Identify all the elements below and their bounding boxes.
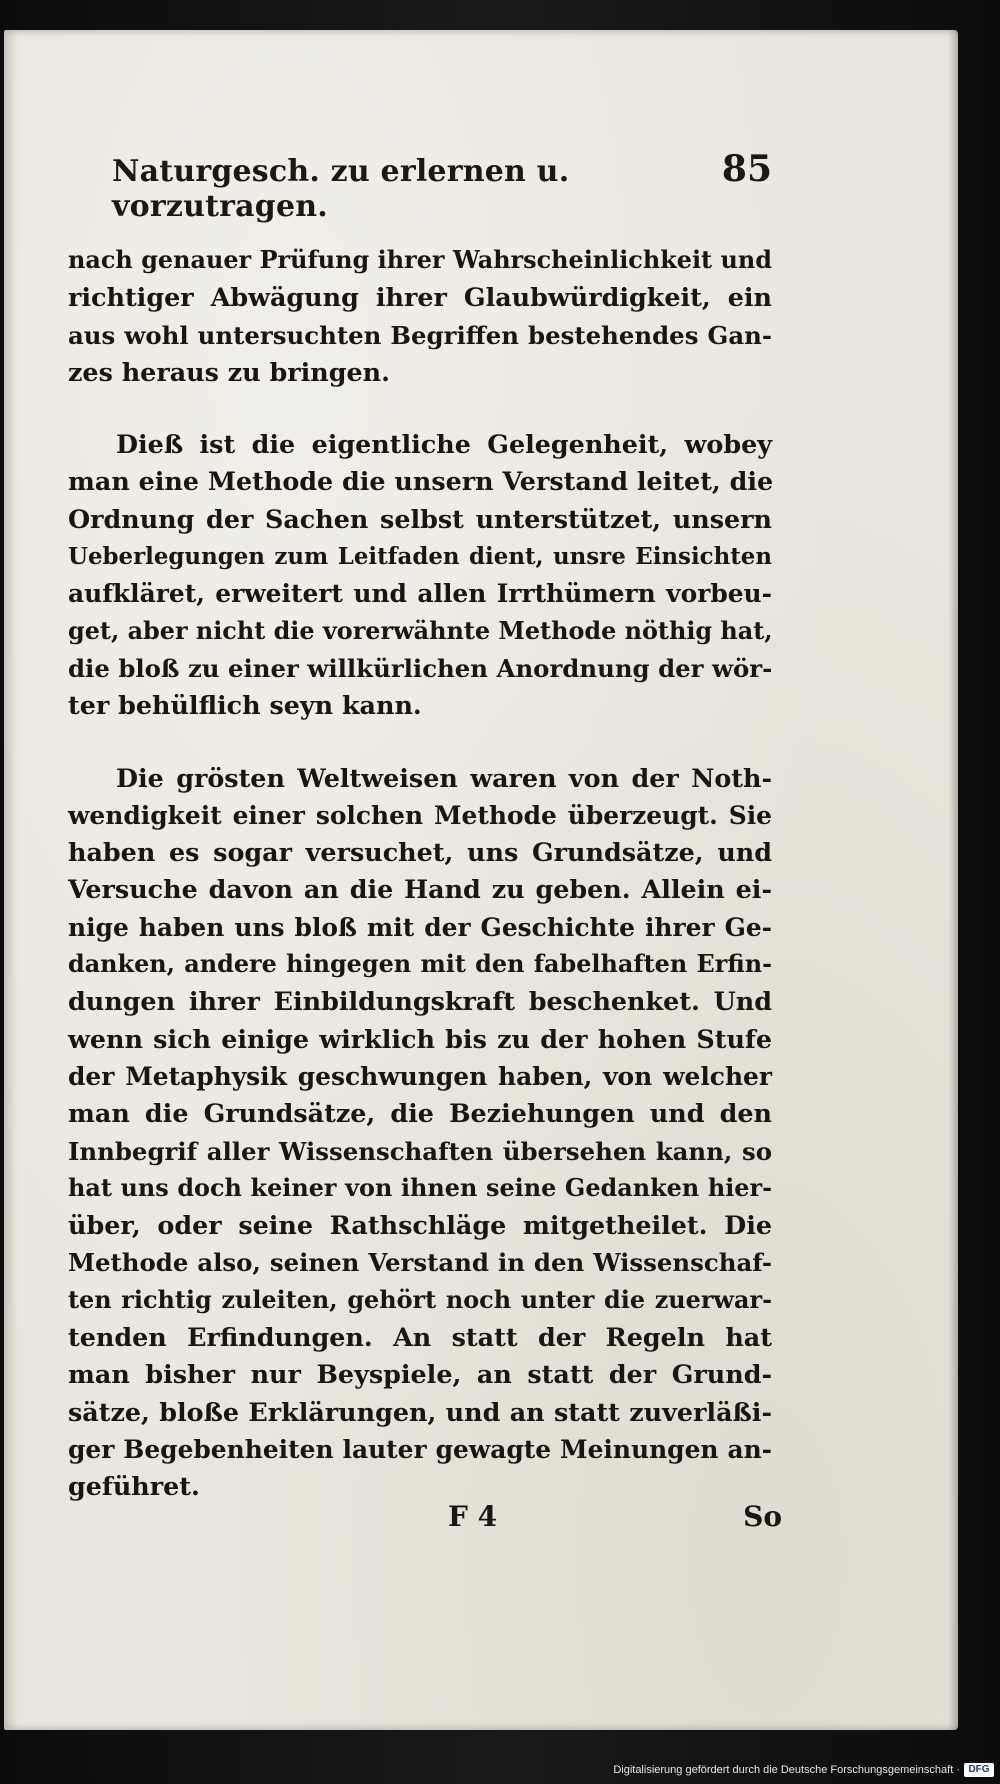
text-line: Ordnung der Sachen selbst unterstützet, unsern xyxy=(68,503,772,534)
text-line: danken, andere hingegen mit den fabelhaften Erfin- xyxy=(68,950,772,979)
paragraph-spacer xyxy=(68,391,772,426)
text-line: Die grösten Weltweisen waren von der Noth- xyxy=(116,762,772,793)
text-line: man bisher nur Beyspiele, an statt der Grund- xyxy=(68,1359,772,1390)
text-line: ten richtig zuleiten, gehört noch unter die zuerwar- xyxy=(68,1285,772,1314)
text-line: Versuche davon an die Hand zu geben. Allein ei- xyxy=(68,874,772,905)
text-line: haben es sogar versuchet, uns Grundsätze, und xyxy=(68,837,772,868)
running-head: Naturgesch. zu erlernen u. vorzutragen. xyxy=(112,154,570,224)
text-line: richtiger Abwägung ihrer Glaubwürdigkeit, ein xyxy=(68,282,772,313)
paragraph xyxy=(68,242,772,391)
text-line: Methode also, seinen Verstand in den Wissenschaf- xyxy=(68,1248,772,1278)
text-line: Ueberlegungen zum Leitfaden dient, unsre Einsichten xyxy=(68,543,772,571)
text-line: get, aber nicht die vorerwähnte Methode nöthig hat, xyxy=(68,616,773,645)
page-body xyxy=(68,242,772,1506)
text-line: Innbegrif aller Wissenschaften übersehen kann, so xyxy=(68,1136,772,1166)
text-line: Dieß ist die eigentliche Gelegenheit, wobey xyxy=(116,429,772,460)
paragraph xyxy=(68,426,772,724)
text-line: zes heraus zu bringen. xyxy=(68,356,390,387)
text-line: hat uns doch keiner von ihnen seine Gedanken hier- xyxy=(68,1173,772,1202)
text-line: sätze, bloße Erklärungen, und an statt zuverläßi- xyxy=(68,1396,772,1427)
book-page xyxy=(4,30,958,1730)
text-line: die bloß zu einer willkürlichen Anordnung der wör- xyxy=(68,653,773,683)
page-edge-shadow xyxy=(948,30,958,1730)
text-line: nige haben uns bloß mit der Geschichte ihrer Ge- xyxy=(68,912,772,942)
text-line: aufkläret, erweitert und allen Irrthümern vorbeu- xyxy=(68,579,772,609)
page-footer xyxy=(68,1500,782,1550)
paragraph-spacer xyxy=(68,725,772,760)
page-header xyxy=(112,148,772,224)
text-line: ger Begebenheiten lauter gewagte Meinungen an- xyxy=(68,1434,772,1464)
page-number: 85 xyxy=(721,148,772,190)
text-line: ter behülflich seyn kann. xyxy=(68,690,422,721)
text-line: aus wohl untersuchten Begriffen bestehendes Gan- xyxy=(68,320,772,350)
credit-text: Digitalisierung gefördert durch die Deutsche Forschungsgemeinschaft · xyxy=(613,1764,960,1776)
paragraph xyxy=(68,760,772,1506)
text-line: geführet. xyxy=(68,1471,200,1502)
text-line: wenn sich einige wirklich bis zu der hohen Stufe xyxy=(68,1023,772,1054)
text-line: der Metaphysik geschwungen haben, von welcher xyxy=(68,1061,772,1091)
dfg-logo-icon: DFG xyxy=(964,1763,994,1777)
digitization-credit xyxy=(613,1760,994,1780)
text-line: über, oder seine Rathschläge mitgetheilet. Die xyxy=(68,1210,772,1241)
text-line: man die Grundsätze, die Beziehungen und den xyxy=(68,1098,772,1129)
text-line: dungen ihrer Einbildungskraft beschenket. Und xyxy=(68,986,772,1017)
text-line: nach genauer Prüfung ihrer Wahrscheinlichkeit und xyxy=(68,246,772,274)
catchword: So xyxy=(743,1500,782,1533)
signature-mark: F 4 xyxy=(448,1500,498,1533)
text-line: wendigkeit einer solchen Methode überzeugt. Sie xyxy=(68,800,772,830)
text-line: tenden Erfindungen. An statt der Regeln hat xyxy=(68,1322,772,1353)
text-line: man eine Methode die unsern Verstand leitet, die xyxy=(68,466,774,497)
